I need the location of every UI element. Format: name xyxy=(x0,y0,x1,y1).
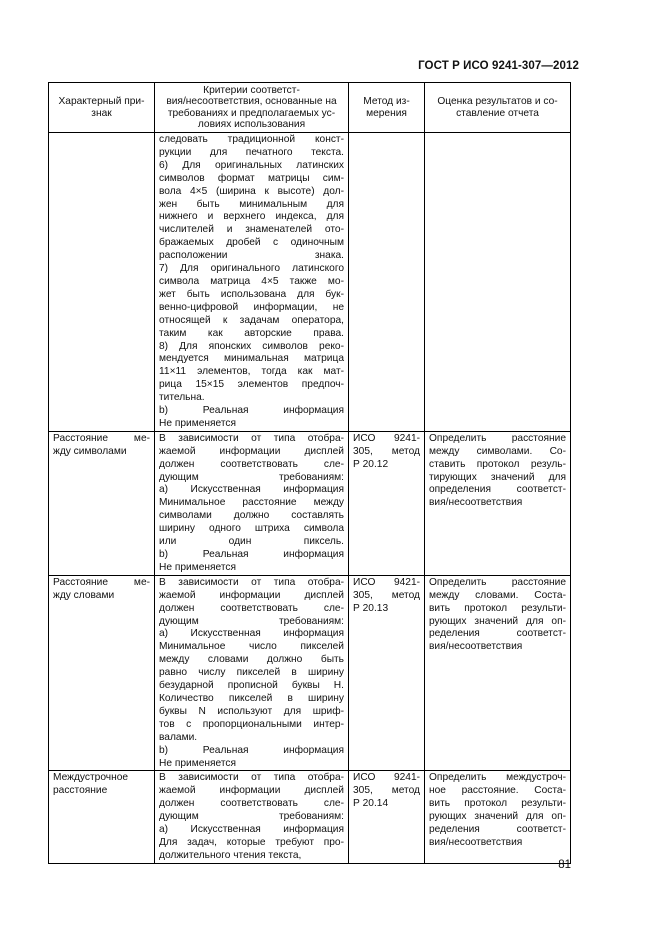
text-line: мерения xyxy=(366,107,407,119)
text-line: Оценка результатов и со- xyxy=(437,96,558,108)
text-line: следовать традиционной конст- xyxy=(159,134,344,145)
cell-feature xyxy=(49,575,155,771)
text-line: ставить протокол резуль- xyxy=(429,458,566,470)
text-line: ределения соответст- xyxy=(429,824,566,836)
text-line: Определить расстояние xyxy=(429,576,566,588)
text-line: Минимальное расстояние между xyxy=(159,497,344,509)
text-line: Расстояние ме- xyxy=(53,432,150,444)
text-line: вить протокол результи- xyxy=(429,602,566,614)
text-line: вия/несоответствия xyxy=(429,836,523,848)
text-line: между словами. Соста- xyxy=(429,589,566,601)
cell-evaluation xyxy=(425,431,571,575)
cell-criteria xyxy=(155,431,349,575)
text-line: Критерии соответст- xyxy=(203,85,300,97)
cell-criteria xyxy=(155,575,349,771)
page-number: 81 xyxy=(558,859,571,871)
text-line: венно-цифровой информации, не xyxy=(159,301,344,313)
text-line: бражаемых дробей с одиночным xyxy=(159,237,344,249)
text-line: b) Реальная информация xyxy=(159,549,344,560)
cell-feature-empty xyxy=(49,133,155,432)
text-line: тирующих значений для xyxy=(429,471,566,483)
cell-evaluation xyxy=(425,771,571,863)
text-line: ставление отчета xyxy=(456,107,539,119)
text-line: a) Искусственная информация xyxy=(159,628,344,640)
text-line: рующих значений для оп- xyxy=(429,615,566,627)
text-line: буквы N используют для шриф- xyxy=(159,705,344,717)
text-line: 305, метод xyxy=(353,785,420,797)
text-line: b) Реальная информация xyxy=(159,744,344,756)
header-method xyxy=(349,83,425,133)
cell-method xyxy=(349,771,425,863)
text-line: знак xyxy=(91,107,112,119)
text-line: таким как авторские права. xyxy=(159,327,344,339)
text-line: дующим требованиям: xyxy=(159,471,344,483)
text-line: должительного чтения текста, xyxy=(159,849,302,861)
text-line: жду словами xyxy=(53,589,115,601)
text-line: Расстояние ме- xyxy=(53,576,150,588)
text-line: рующих значений для оп- xyxy=(429,811,566,823)
text-line: вить протокол результи- xyxy=(429,798,566,810)
text-line: рица 15×15 элементов предпоч- xyxy=(159,379,344,391)
text-line: жет быть использована для бук- xyxy=(159,288,344,300)
text-line: ИСО 9241- xyxy=(353,772,420,784)
cell-criteria xyxy=(155,771,349,863)
text-line: жаемой информации дисплей xyxy=(159,445,344,457)
text-line: Определить междустроч- xyxy=(429,772,566,784)
standard-designation: ГОСТ Р ИСО 9241-307—2012 xyxy=(418,60,579,72)
text-line: расположении знака. xyxy=(159,250,344,262)
text-line: 6) Для оригинальных латинских xyxy=(159,159,344,171)
text-line: ИСО 9241- xyxy=(353,432,420,444)
text-line: безударной прописной буквы Н. xyxy=(159,680,344,692)
text-line: Определить расстояние xyxy=(429,432,566,444)
text-line: должен соответствовать сле- xyxy=(159,798,344,810)
table-row-word-spacing xyxy=(49,575,571,771)
text-line: Характерный при- xyxy=(58,96,145,108)
text-line: валами. xyxy=(159,731,198,743)
text-line: нижнего и верхнего индекса, для xyxy=(159,211,344,223)
text-line: В зависимости от типа отобра- xyxy=(159,432,344,444)
text-line: жду символами xyxy=(53,445,127,457)
text-line: ширину одного штриха символа xyxy=(159,523,344,535)
text-line: тительна. xyxy=(159,392,205,404)
text-line: 7) Для оригинального латинского xyxy=(159,263,344,275)
text-line: Не применяется xyxy=(159,757,237,769)
text-line: Р 20.13 xyxy=(353,602,389,614)
text-line: a) Искусственная информация xyxy=(159,824,344,836)
text-line: символами должно составлять xyxy=(159,510,344,522)
cell-method xyxy=(349,431,425,575)
text-line: ловиях использования xyxy=(197,118,306,130)
text-line: мендуется минимальная матрица xyxy=(159,353,344,365)
text-line: дующим требованиям: xyxy=(159,811,344,823)
text-line: 305, метод xyxy=(353,445,420,457)
text-line: 8) Для японских символов реко- xyxy=(159,340,344,352)
text-line: Не применяется xyxy=(159,417,237,429)
text-line: В зависимости от типа отобра- xyxy=(159,772,344,784)
table-header-row xyxy=(49,83,571,133)
text-line: a) Искусственная информация xyxy=(159,484,344,496)
cell-feature xyxy=(49,771,155,863)
cell-method xyxy=(349,575,425,771)
text-line: числителей и знаменателей ото- xyxy=(159,224,344,236)
cell-evaluation xyxy=(425,575,571,771)
text-line: относящей к задачам оператора, xyxy=(159,314,344,326)
text-line: В зависимости от типа отобра- xyxy=(159,576,344,588)
requirements-table xyxy=(48,82,571,864)
text-line: Для задач, которые требуют про- xyxy=(159,836,344,848)
text-line: Минимальное число пикселей xyxy=(159,641,344,653)
text-line: Количество пикселей в ширину xyxy=(159,692,344,704)
text-line: ИСО 9421- xyxy=(353,576,420,588)
table-row-char-spacing xyxy=(49,431,571,575)
text-line: жаемой информации дисплей xyxy=(159,785,344,797)
text-line: жаемой информации дисплей xyxy=(159,589,344,601)
text-line: определения соответст- xyxy=(429,484,566,496)
text-line: требованиях и предполагаемых ус- xyxy=(167,107,336,119)
text-line: вия/несоответствия, основанные на xyxy=(166,96,337,108)
text-line: или один пиксель. xyxy=(159,536,344,548)
header-feature xyxy=(49,83,155,133)
text-line: ное расстояние. Соста- xyxy=(429,785,566,797)
cell-evaluation-empty xyxy=(425,133,571,432)
text-line: дующим требованиям: xyxy=(159,615,344,627)
text-line: между словами должно быть xyxy=(159,654,344,666)
text-line: рукции для печатного текста. xyxy=(159,146,344,158)
text-line: Междустрочное xyxy=(53,772,129,784)
text-line: вола 4×5 (ширина к высоте) дол- xyxy=(159,185,344,197)
text-line: символов формат матрицы сим- xyxy=(159,172,344,184)
text-line: равно числу пикселей в ширину xyxy=(159,667,344,679)
cell-method-empty xyxy=(349,133,425,432)
text-line: должен соответствовать сле- xyxy=(159,458,344,470)
text-line: 305, метод xyxy=(353,589,420,601)
table-row-line-spacing xyxy=(49,771,571,863)
text-line: расстояние xyxy=(53,785,108,797)
text-line: b) Реальная информация xyxy=(159,405,344,417)
header-evaluation xyxy=(425,83,571,133)
text-line: вия/несоответствия xyxy=(429,641,523,653)
text-line: Р 20.14 xyxy=(353,798,389,810)
text-line: жен быть минимальным для xyxy=(159,198,344,210)
text-line: тов с пропорциональными интер- xyxy=(159,718,344,730)
text-line: символа матрица 4×5 также мо- xyxy=(159,275,344,287)
header-criteria xyxy=(155,83,349,133)
text-line: вия/несоответствия xyxy=(429,497,523,509)
cell-feature xyxy=(49,431,155,575)
cell-criteria xyxy=(155,133,349,432)
table-row-continuation xyxy=(49,133,571,432)
text-line: ределения соответст- xyxy=(429,628,566,640)
text-line: Р 20.12 xyxy=(353,458,389,470)
text-line: между символами. Со- xyxy=(429,445,566,457)
text-line: Метод из- xyxy=(363,96,410,108)
text-line: должен соответствовать сле- xyxy=(159,602,344,614)
text-line: 11×11 элементов, тогда как мат- xyxy=(159,366,344,378)
text-line: Не применяется xyxy=(159,561,237,573)
